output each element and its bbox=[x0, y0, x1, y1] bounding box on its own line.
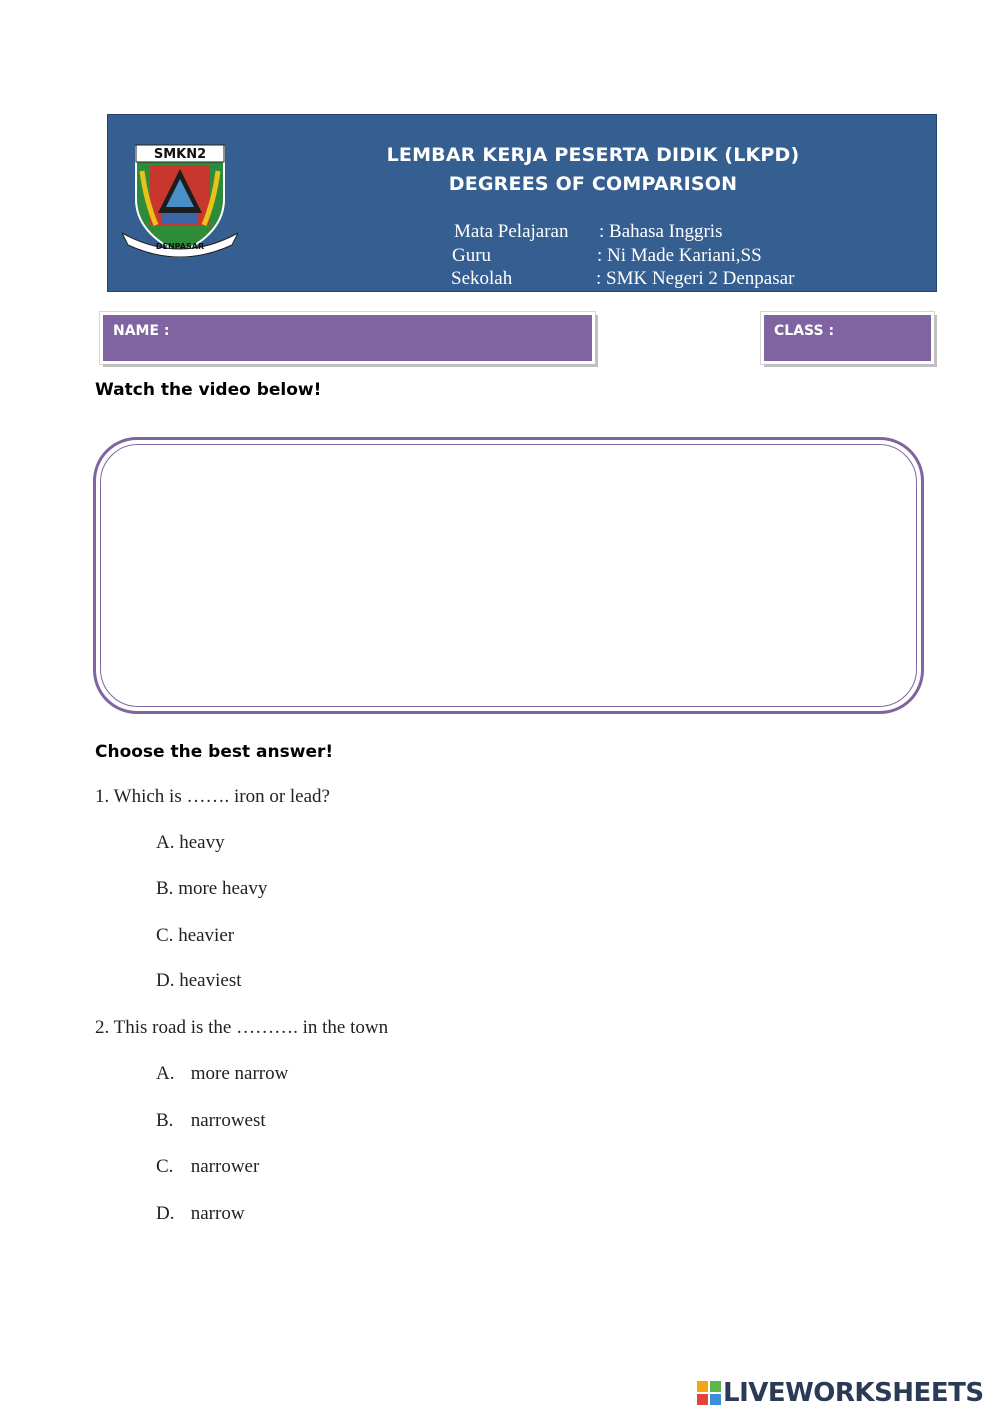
option-text: more narrow bbox=[190, 1063, 289, 1084]
choose-instruction: Choose the best answer! bbox=[95, 742, 334, 762]
info-label: Guru bbox=[452, 244, 492, 266]
question-2: 2. This road is the ………. in the town bbox=[95, 1017, 389, 1038]
video-frame-inner bbox=[100, 444, 917, 707]
name-field[interactable] bbox=[100, 312, 595, 364]
question-1: 1. Which is ……. iron or lead? bbox=[95, 786, 330, 807]
option-text: narrowest bbox=[190, 1110, 266, 1131]
title-line-2: DEGREES OF COMPARISON bbox=[448, 173, 738, 195]
option-letter: C. bbox=[156, 1156, 174, 1177]
class-field[interactable] bbox=[761, 312, 934, 364]
option-letter: A. bbox=[156, 832, 175, 853]
option-2c[interactable] bbox=[156, 1156, 259, 1178]
video-frame[interactable] bbox=[93, 437, 924, 714]
option-1b[interactable] bbox=[156, 878, 267, 900]
option-1c[interactable] bbox=[156, 925, 234, 947]
svg-text:DENPASAR: DENPASAR bbox=[155, 242, 205, 251]
option-text: more heavy bbox=[178, 878, 268, 899]
name-label: NAME : bbox=[113, 323, 170, 339]
worksheet-title bbox=[358, 141, 828, 199]
option-2d[interactable] bbox=[156, 1203, 245, 1225]
watch-instruction: Watch the video below! bbox=[95, 380, 322, 400]
option-1a[interactable] bbox=[156, 832, 225, 854]
option-text: heavy bbox=[179, 832, 225, 853]
worksheet-header bbox=[107, 114, 937, 292]
option-letter: C. bbox=[156, 925, 174, 946]
option-text: narrower bbox=[190, 1156, 260, 1177]
info-value: : SMK Negeri 2 Denpasar bbox=[596, 268, 795, 289]
option-letter: D. bbox=[156, 1203, 175, 1224]
info-value: : Ni Made Kariani,SS bbox=[597, 244, 762, 266]
liveworksheets-brand[interactable] bbox=[697, 1378, 993, 1408]
info-label: Mata Pelajaran bbox=[454, 221, 569, 242]
option-2b[interactable] bbox=[156, 1110, 266, 1132]
option-text: heaviest bbox=[179, 970, 242, 991]
option-1d[interactable] bbox=[156, 970, 242, 992]
option-text: heavier bbox=[178, 925, 235, 946]
brand-name: LIVEWORKSHEETS bbox=[723, 1378, 984, 1408]
option-letter: A. bbox=[156, 1063, 175, 1084]
liveworksheets-logo-icon bbox=[697, 1381, 721, 1405]
info-label: Sekolah bbox=[451, 268, 513, 289]
svg-text:SMKN2: SMKN2 bbox=[153, 147, 207, 162]
title-line-1: LEMBAR KERJA PESERTA DIDIK (LKPD) bbox=[386, 144, 800, 166]
option-letter: B. bbox=[156, 878, 174, 899]
class-label: CLASS : bbox=[774, 323, 835, 339]
info-value: : Bahasa Inggris bbox=[599, 221, 723, 242]
option-letter: B. bbox=[156, 1110, 174, 1131]
school-logo-icon bbox=[122, 141, 238, 257]
option-2a[interactable] bbox=[156, 1063, 288, 1085]
option-text: narrow bbox=[190, 1203, 245, 1224]
option-letter: D. bbox=[156, 970, 175, 991]
